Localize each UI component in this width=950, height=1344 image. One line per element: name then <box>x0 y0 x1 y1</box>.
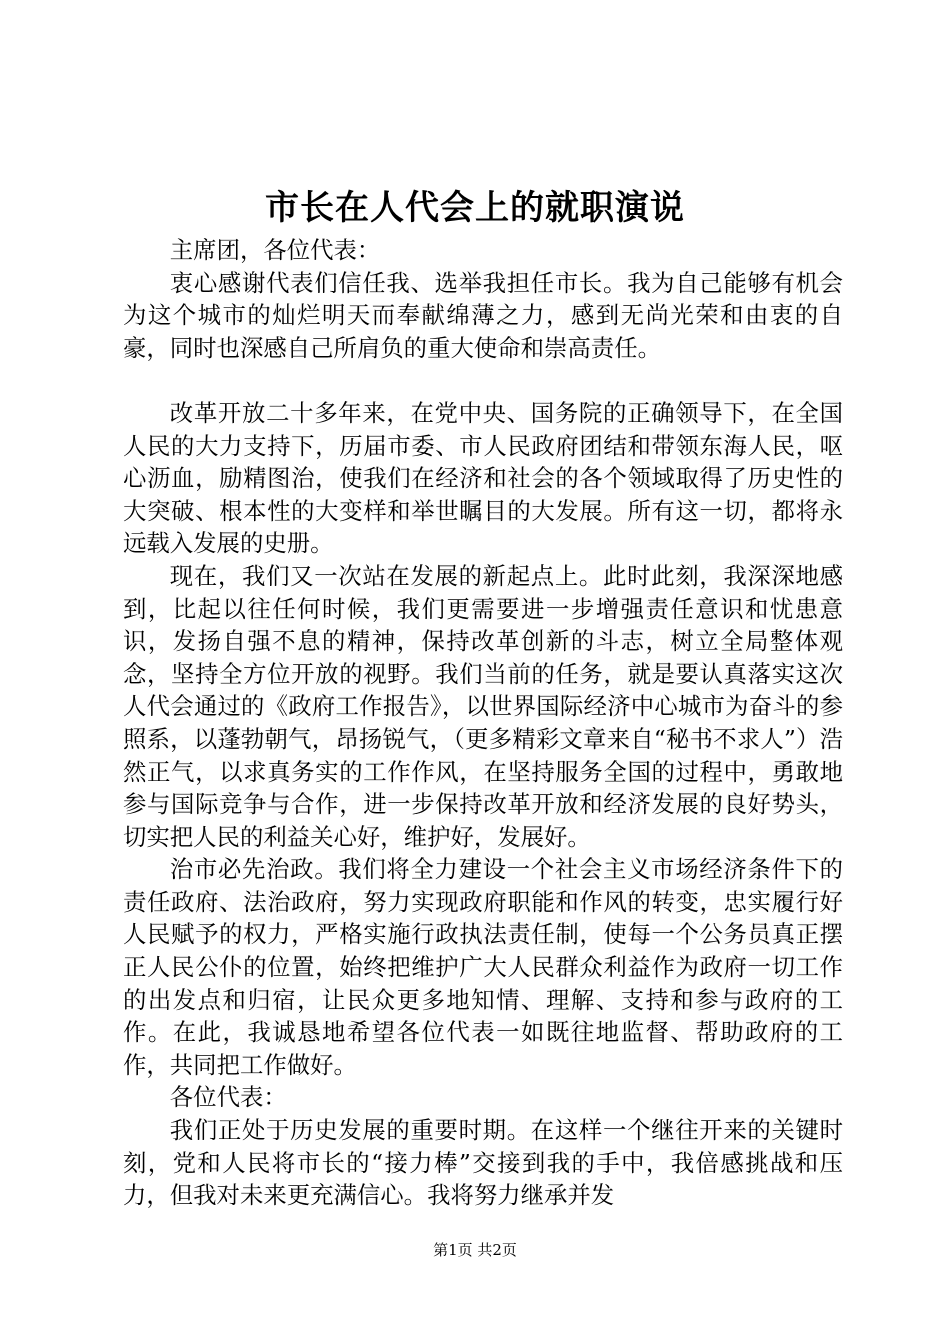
paragraph-new-starting-point: 现在，我们又一次站在发展的新起点上。此时此刻，我深深地感到，比起以往任何时候，我们更需要进一步增强责任意识和忧患意识，发扬自强不息的精神，保持改革创新的斗志，树立全局整体观念，坚持全方位开放的视野。我们当前的任务，就是要认真落实这次人代会通过的《政府工作报告》，以世界国际经济中心城市为奋斗的参照系，以蓬勃朝气，昂扬锐气，（更多精彩文章来自“秘书不求人”）浩然正气，以求真务实的工作作风，在坚持服务全国的过程中，勇敢地参与国际竞争与合作，进一步保持改革开放和经济发展的良好势头，切实把人民的利益关心好，维护好，发展好。 <box>123 561 843 851</box>
paragraph-address: 各位代表： <box>169 1083 287 1112</box>
paragraph-reform: 改革开放二十多年来，在党中央、国务院的正确领导下，在全国人民的大力支持下，历届市委、市人民政府团结和带领东海人民，呕心沥血，励精图治，使我们在经济和社会的各个领域取得了历史性的大突破、根本性的大变样和举世瞩目的大发展。所有这一切，都将永远载入发展的史册。 <box>123 398 843 558</box>
paragraph-historic-period: 我们正处于历史发展的重要时期。在这样一个继往开来的关键时刻，党和人民将市长的“接力棒”交接到我的手中，我倍感挑战和压力，但我对未来更充满信心。我将努力继承并发 <box>123 1116 843 1210</box>
page-footer: 第1页 共2页 <box>433 1241 517 1259</box>
document-body <box>123 234 843 1212</box>
document-title: 市长在人代会上的就职演说 <box>265 188 685 228</box>
paragraph-thanks: 衷心感谢代表们信任我、选举我担任市长。我为自己能够有机会为这个城市的灿烂明天而奉献绵薄之力，感到无尚光荣和由衷的自豪，同时也深感自己所肩负的重大使命和崇高责任。 <box>123 268 843 362</box>
paragraph-salutation: 主席团，各位代表： <box>169 236 381 264</box>
paragraph-governance: 治市必先治政。我们将全力建设一个社会主义市场经济条件下的责任政府、法治政府，努力实现政府职能和作风的转变，忠实履行好人民赋予的权力，严格实施行政执法责任制，使每一个公务员真正摆正人民公仆的位置，始终把维护广大人民群众利益作为政府一切工作的出发点和归宿，让民众更多地知情、理解、支持和参与政府的工作。在此，我诚恳地希望各位代表一如既往地监督、帮助政府的工作，共同把工作做好。 <box>123 855 843 1079</box>
